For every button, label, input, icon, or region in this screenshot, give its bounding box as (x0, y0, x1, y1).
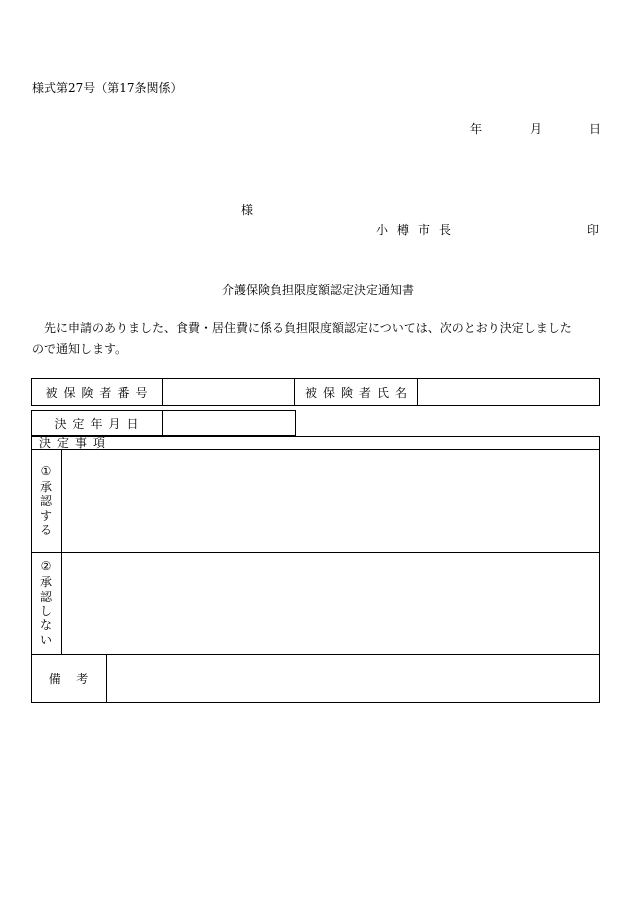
deny-label-char: い (39, 632, 52, 647)
deny-label-char: し (39, 604, 52, 618)
remarks-label: 備考 (31, 654, 107, 703)
deny-field[interactable] (62, 552, 600, 654)
approve-label (31, 449, 62, 552)
document-title: 介護保険負担限度額認定決定通知書 (222, 283, 415, 297)
decision-items-label: 決定事項 (39, 436, 112, 450)
approve-label-char: る (39, 523, 52, 538)
decision-date-label: 決定年月日 (31, 410, 163, 436)
issuer-name: 小樽市長 (376, 223, 461, 237)
deny-label-char: ② (40, 558, 52, 573)
deny-label-char: な (39, 618, 52, 633)
body-text-line-1: 先に申請のありました、食費・居住費に係る負担限度額認定については、次のとおり決定しました (44, 321, 572, 335)
approve-label-char: 認 (39, 494, 52, 509)
seal-mark: 印 (587, 223, 600, 237)
insured-number-label: 被保険者番号 (31, 378, 163, 406)
approve-field[interactable] (62, 449, 600, 552)
insured-name-field[interactable] (418, 378, 600, 406)
insured-number-field[interactable] (163, 378, 295, 406)
body-text-line-2: ので通知します。 (32, 342, 128, 356)
date-day-label: 日 (589, 122, 602, 136)
date-year-label: 年 (470, 122, 483, 136)
addressee-suffix: 様 (241, 203, 254, 217)
remarks-field[interactable] (107, 654, 600, 703)
deny-label-char: 承 (39, 575, 52, 590)
deny-label (31, 552, 62, 654)
decision-date-field[interactable] (163, 410, 296, 436)
form-number: 様式第27号（第17条関係） (32, 81, 183, 95)
approve-label-char: ① (40, 463, 52, 478)
approve-label-char: 承 (39, 479, 52, 494)
approve-label-char: す (39, 508, 52, 523)
insured-name-label: 被保険者氏名 (295, 378, 418, 406)
deny-label-char: 認 (39, 589, 52, 604)
date-month-label: 月 (530, 122, 543, 136)
